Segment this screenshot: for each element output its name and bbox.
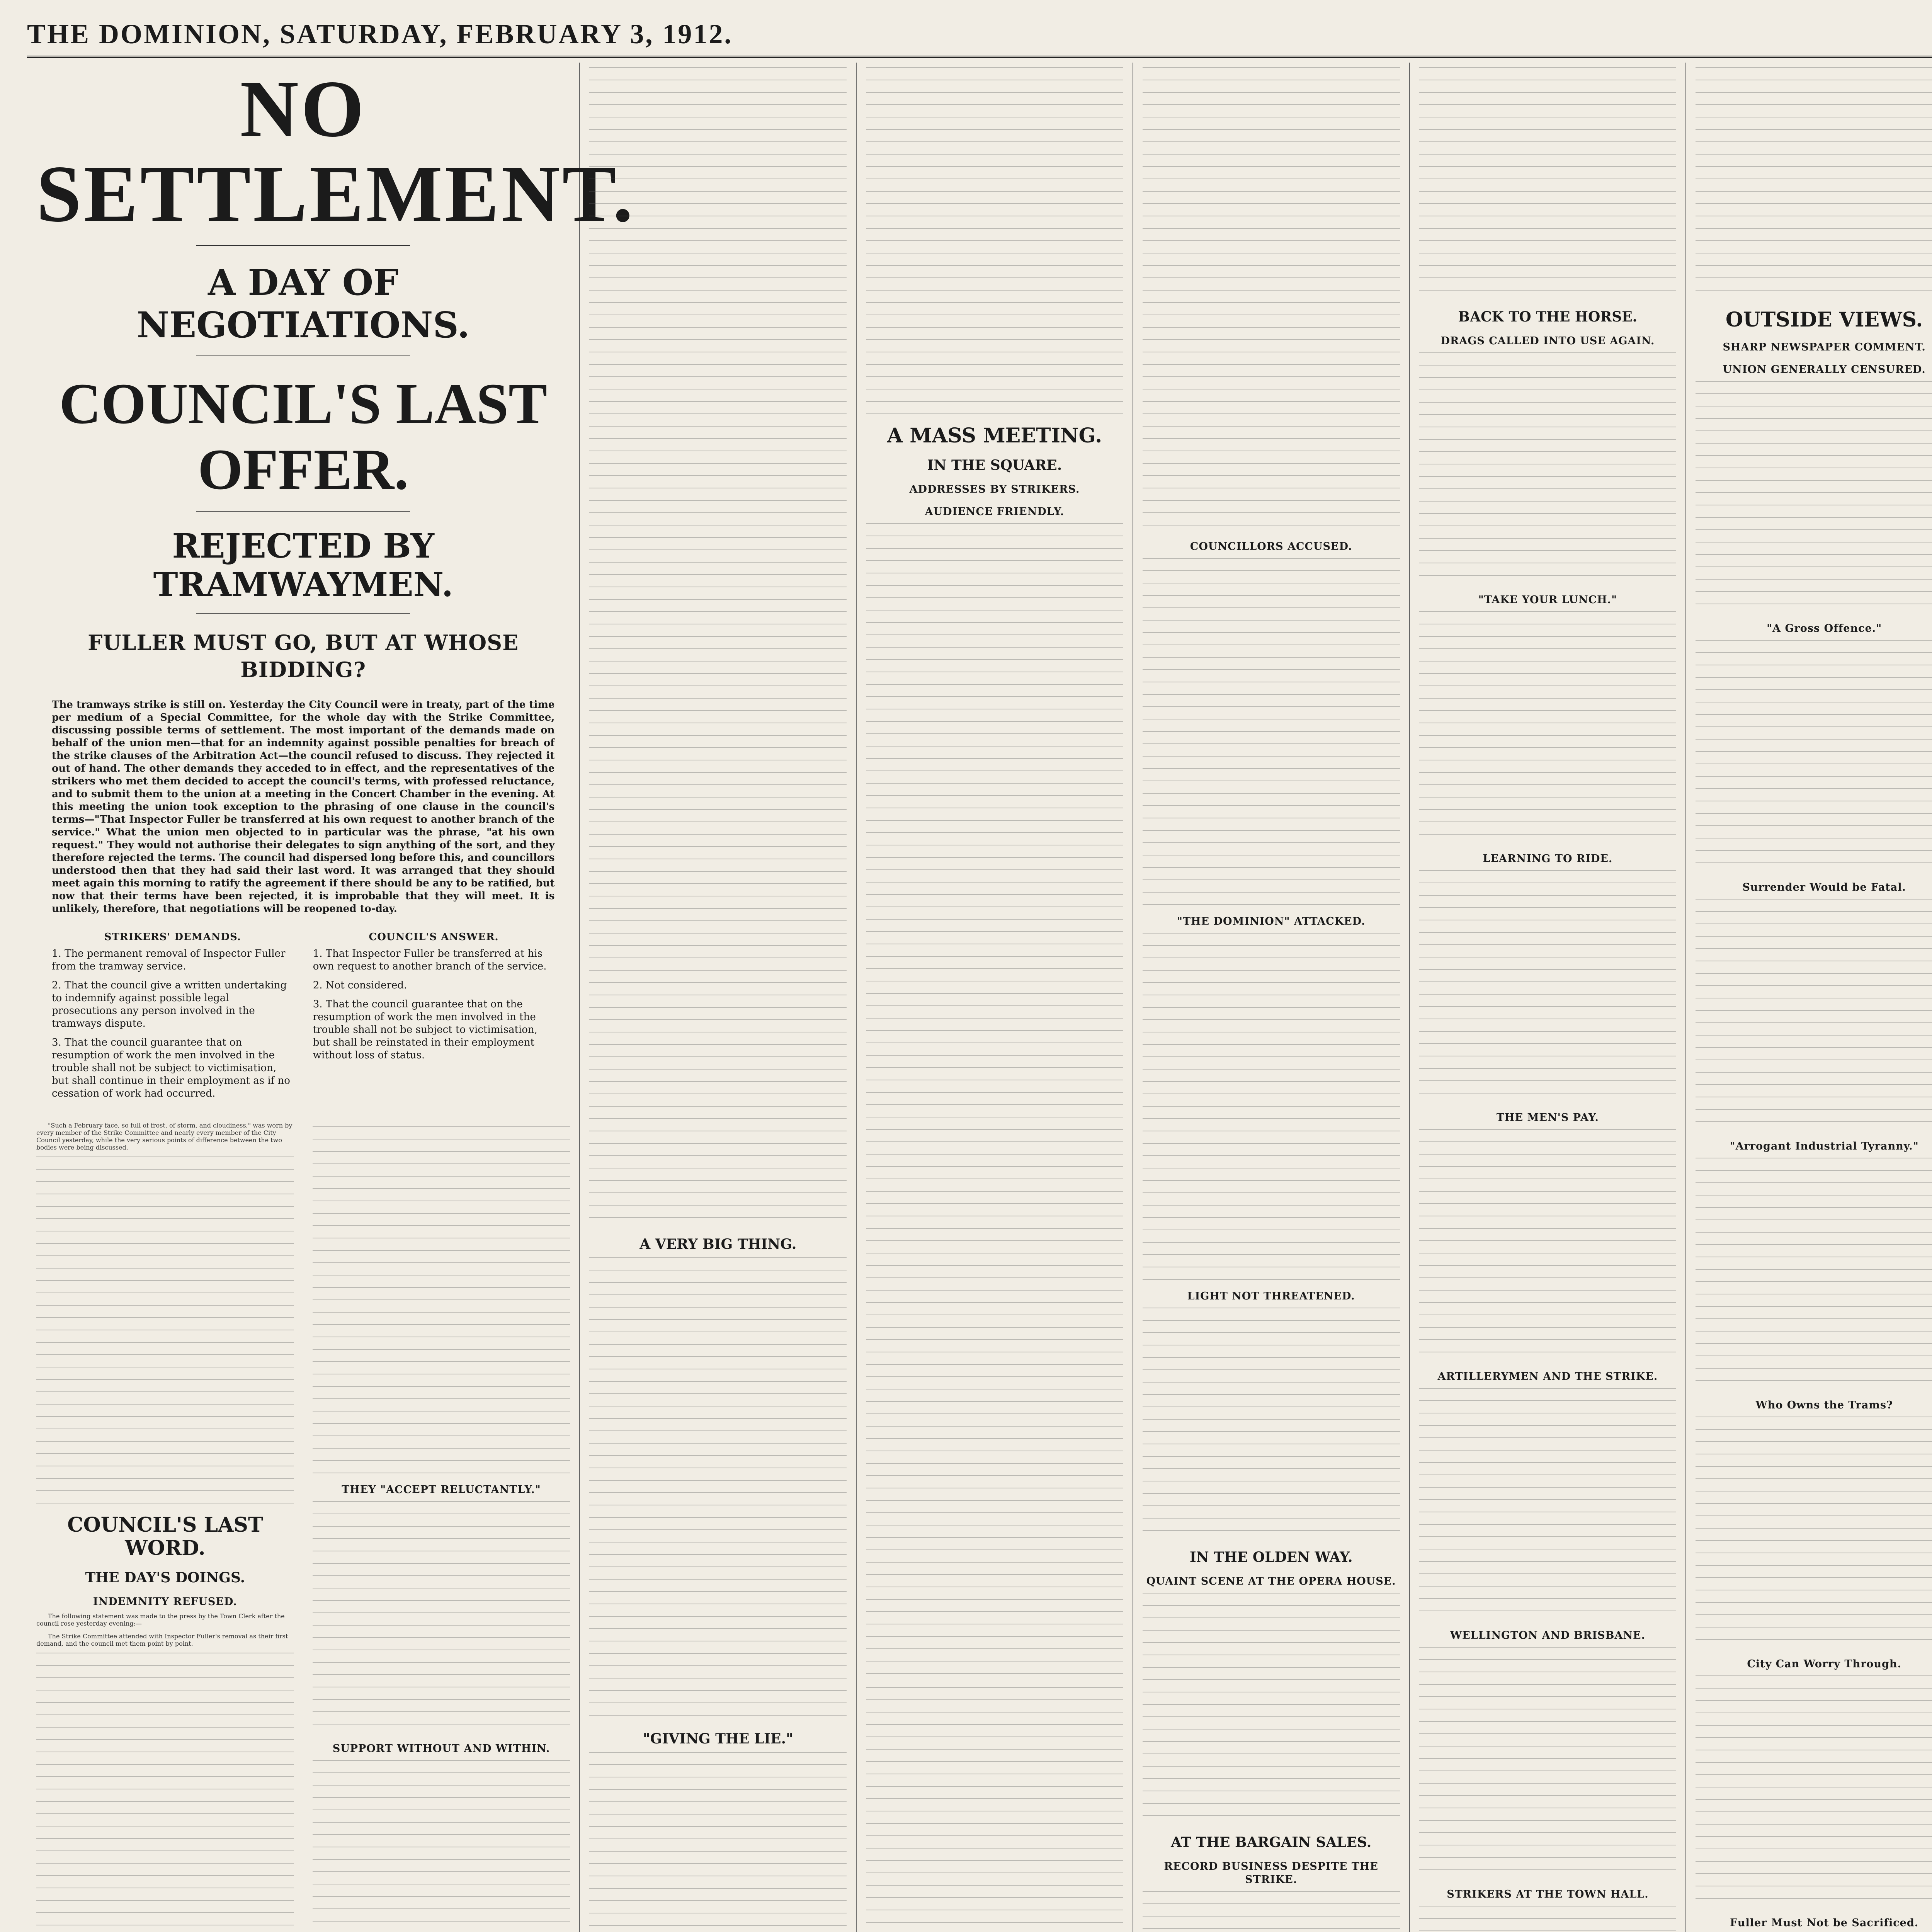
section-heading: ADDRESSES BY STRIKERS. bbox=[909, 483, 1080, 495]
section-heading: THEY "ACCEPT RELUCTANTLY." bbox=[342, 1484, 541, 1496]
demands-heading: STRIKERS' DEMANDS. bbox=[104, 931, 241, 943]
section-heading: Who Owns the Trams? bbox=[1755, 1399, 1893, 1411]
answer-heading: COUNCIL'S ANSWER. bbox=[369, 931, 499, 943]
demand-item: 1. The permanent removal of Inspector Fuller from the tramway service. bbox=[52, 948, 286, 972]
demand-item: 2. That the council give a written undertaking to indemnify against possible legal prosecutions any person involved in the tramways dispute. bbox=[52, 980, 287, 1029]
section-heading: AUDIENCE FRIENDLY. bbox=[925, 506, 1065, 518]
section-heading: A MASS MEETING. bbox=[887, 424, 1102, 447]
section-heading: AT THE BARGAIN SALES. bbox=[1171, 1834, 1372, 1850]
section-heading: OUTSIDE VIEWS. bbox=[1725, 308, 1923, 332]
column-3 bbox=[580, 63, 857, 1932]
section-heading: BACK TO THE HORSE. bbox=[1458, 309, 1638, 325]
section-heading: "Arrogant Industrial Tyranny." bbox=[1730, 1140, 1919, 1152]
section-heading: City Can Worry Through. bbox=[1747, 1658, 1901, 1670]
section-heading: IN THE SQUARE. bbox=[927, 457, 1062, 473]
answer-item: 2. Not considered. bbox=[313, 980, 407, 991]
section-heading: SHARP NEWSPAPER COMMENT. bbox=[1723, 341, 1926, 353]
column-1-body bbox=[36, 1122, 294, 1932]
demands-table bbox=[52, 931, 554, 1106]
column-4 bbox=[857, 63, 1133, 1932]
section-heading: "A Gross Offence." bbox=[1767, 622, 1882, 634]
strikers-demands bbox=[52, 931, 294, 1106]
section-heading: WELLINGTON AND BRISBANE. bbox=[1450, 1629, 1646, 1641]
section-heading: DRAGS CALLED INTO USE AGAIN. bbox=[1440, 335, 1655, 347]
subheadline-1: A DAY OF NEGOTIATIONS. bbox=[136, 262, 470, 346]
masthead-title: THE DOMINION, SATURDAY, FEBRUARY 3, 1912. bbox=[27, 18, 733, 49]
masthead bbox=[27, 15, 1932, 58]
section-heading: LEARNING TO RIDE. bbox=[1483, 853, 1613, 865]
section-heading: COUNCIL'S LAST WORD. bbox=[67, 1513, 263, 1560]
section-heading: LIGHT NOT THREATENED. bbox=[1187, 1290, 1355, 1302]
subheadline-3: REJECTED BY TRAMWAYMEN. bbox=[153, 527, 453, 604]
subheadline-2: COUNCIL'S LAST OFFER. bbox=[59, 372, 548, 502]
section-heading: UNION GENERALLY CENSURED. bbox=[1723, 364, 1926, 376]
section-heading: ARTILLERYMEN AND THE STRIKE. bbox=[1437, 1371, 1658, 1383]
article-columns bbox=[27, 63, 1932, 1932]
councils-answer bbox=[313, 931, 555, 1106]
column-7 bbox=[1686, 63, 1932, 1932]
section-heading: "GIVING THE LIE." bbox=[643, 1731, 793, 1747]
column-2-body bbox=[313, 1122, 570, 1932]
demand-item: 3. That the council guarantee that on resumption of work the men involved in the trouble shall not be subject to victimisation, but shall continue in their employment as if no cessation of work had occurred. bbox=[52, 1037, 290, 1099]
lead-summary: The tramways strike is still on. Yesterday the City Council were in treaty, part of the time per medium of a Special Committee, for the whole day with the Strike Committee, discussing possible terms of settlement. The most important of the demands made on behalf of the union men—that for an indemnity against possible penalties for breach of the strike clauses of the Arbitration Act—the council refused to discuss. They rejected it out of hand. The other demands they acceded to in effect, and the representatives of the strikers who met them decided to accept the council's terms, with professed reluctance, and to submit them to the union at a meeting in the Concert Chamber in the evening. At this meeting the union took exception to the phrasing of one clause in the council's terms—"That Inspector Fuller be transferred at his own request to another branch of the service." What the union men objected to in particular was the phrase, "at his own request." They would not authorise their delegates to sign anything of the sort, and they therefore rejected the terms. The council had dispersed long before this, and councillors understood then that they had said their last word. It was arranged that they should meet again this morning to ratify the agreement if there should be any to be ratified, but now that their terms have been rejected, it is improbable that they will meet. It is unlikely, therefore, that negotiations will be reopened to-day. bbox=[52, 699, 555, 915]
section-heading: INDEMNITY REFUSED. bbox=[93, 1596, 237, 1608]
section-heading: Surrender Would be Fatal. bbox=[1742, 881, 1906, 893]
column-5 bbox=[1133, 63, 1410, 1932]
section-heading: "THE DOMINION" ATTACKED. bbox=[1177, 915, 1366, 927]
section-heading: THE MEN'S PAY. bbox=[1496, 1112, 1599, 1124]
section-heading: Fuller Must Not be Sacrificed. bbox=[1730, 1917, 1919, 1929]
section-heading: QUAINT SCENE AT THE OPERA HOUSE. bbox=[1146, 1575, 1396, 1587]
paragraph: The following statement was made to the press by the Town Clerk after the council rose yesterday evening:— bbox=[36, 1612, 285, 1627]
opening-paragraph: "Such a February face, so full of frost, of storm, and cloudiness," was worn by every member of the Strike Committee and nearly every member of the City Council yesterday, while the very serious points of difference between the two bodies were being discussed. bbox=[36, 1122, 293, 1151]
section-heading: "TAKE YOUR LUNCH." bbox=[1478, 594, 1617, 606]
section-heading: SUPPORT WITHOUT AND WITHIN. bbox=[332, 1743, 550, 1755]
section-heading: STRIKERS AT THE TOWN HALL. bbox=[1447, 1888, 1649, 1900]
main-headline: NO SETTLEMENT. bbox=[36, 64, 636, 239]
lead-story bbox=[27, 63, 636, 1932]
section-heading: RECORD BUSINESS DESPITE THE STRIKE. bbox=[1164, 1861, 1378, 1886]
section-heading: THE DAY'S DOINGS. bbox=[85, 1570, 245, 1586]
section-heading: COUNCILLORS ACCUSED. bbox=[1190, 541, 1352, 553]
section-heading: A VERY BIG THING. bbox=[639, 1236, 797, 1252]
answer-item: 1. That Inspector Fuller be transferred at his own request to another branch of the service. bbox=[313, 948, 547, 972]
answer-item: 3. That the council guarantee that on the resumption of work the men involved in the trouble shall not be subject to victimisation, but shall be reinstated in their employment without loss of status. bbox=[313, 998, 537, 1061]
column-6 bbox=[1410, 63, 1687, 1932]
paragraph: The Strike Committee attended with Inspector Fuller's removal as their first demand, and the council met them point by point. bbox=[36, 1633, 288, 1647]
section-heading: IN THE OLDEN WAY. bbox=[1189, 1549, 1353, 1565]
subheadline-4: FULLER MUST GO, BUT AT WHOSE BIDDING? bbox=[88, 630, 519, 682]
